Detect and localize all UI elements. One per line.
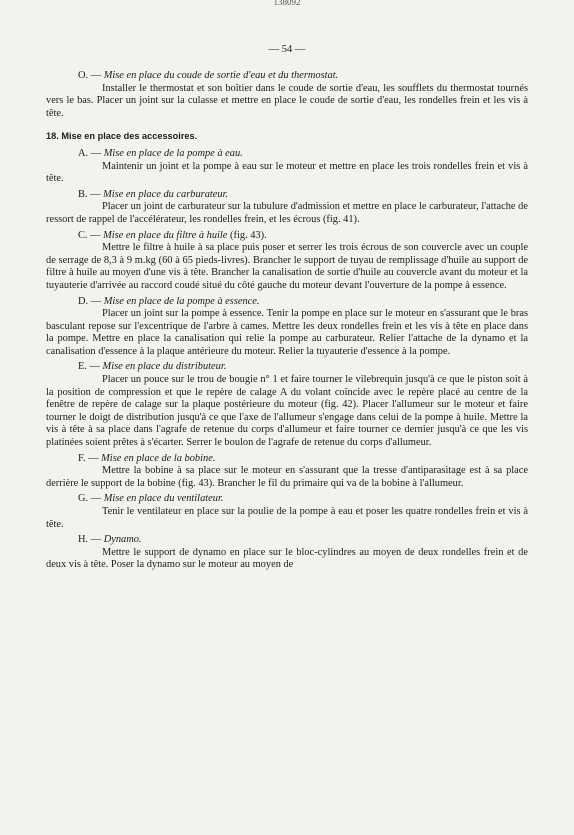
section-letter: G. —	[78, 493, 102, 505]
section-e	[46, 361, 528, 449]
section-d	[46, 296, 528, 359]
section-letter: E. —	[78, 361, 100, 373]
section-body: Mettre la bobine à sa place sur le moteur en s'assurant que la tresse d'antiparasitage est à sa place derrière le support de la bobine (fig. 43). Brancher le fil du primaire qui va de la bobine à l'allumeur.	[46, 465, 528, 489]
section-heading	[46, 70, 528, 83]
section-title: Mise en place du distributeur.	[102, 361, 227, 373]
section-heading	[46, 493, 528, 506]
section-body: Mettre le support de dynamo en place sur le bloc-cylindres au moyen de deux rondelles frein et de deux vis à tête. Poser la dynamo sur le moteur au moyen de	[46, 546, 528, 571]
section-title: Mise en place du filtre à huile	[103, 229, 228, 241]
section-body: Placer un joint de carburateur sur la tubulure d'admission et mettre en place le carburateur, l'attache de ressort de rappel de l'accélérateur, les rondelles frein, et les écrous (fig. 41).	[46, 201, 528, 225]
section-title: Mise en place de la bobine.	[101, 452, 216, 464]
section-letter: D. —	[78, 295, 102, 307]
section-heading	[46, 534, 528, 547]
section-letter: O. —	[78, 70, 102, 81]
section-heading	[46, 296, 528, 309]
section-f	[46, 453, 528, 491]
page-content	[46, 70, 528, 575]
section-heading	[46, 453, 528, 466]
section-body: Placer un joint sur la pompe à essence. Tenir la pompe en place sur le moteur en s'assurant que le bras basculant repose sur l'excentrique de l'arbre à cames. Mettre les deux rondelles frein et les vis à tête en place dans la pompe. Mettre en place la canalisation qui relie la pompe au carburateur. Relier l'attache de la dynamo et la canalisation d'essence à la plaque antérieure du moteur. Relier la tuyauterie d'essence à la pompe.	[46, 308, 528, 357]
section-h	[46, 534, 528, 572]
section-b	[46, 189, 528, 227]
section-letter: A. —	[78, 147, 102, 159]
section-heading	[46, 361, 528, 374]
section-body: Installer le thermostat et son boîtier dans le coude de sortie d'eau, les soufflets du thermostat tournés vers le bas. Placer un joint sur la culasse et mettre en place le coude de sortie d'eau, les rondelles frein et les vis à tête.	[46, 82, 528, 119]
main-heading: 18. Mise en place des accessoires.	[46, 131, 198, 142]
section-letter: H. —	[78, 534, 102, 546]
page-number: — 54 —	[268, 44, 306, 55]
section-c	[46, 230, 528, 293]
section-title: Dynamo.	[103, 534, 142, 546]
top-mark: 138092	[273, 0, 301, 7]
section-title: Mise en place du coude de sortie d'eau et du thermostat.	[103, 70, 339, 81]
section-letter: C. —	[78, 229, 101, 241]
section-title: Mise en place de la pompe à eau.	[103, 147, 243, 159]
section-title: Mise en place du carburateur.	[103, 188, 229, 200]
section-g	[46, 493, 528, 531]
section-body: Mettre le filtre à huile à sa place puis poser et serrer les trois écrous de son couvercle avec un couple de serrage de 8,3 à 9 m.kg (60 à 65 pieds-livres). Brancher le support de tuyau de remplissage d'huile au support de filtre à huile au moyen d'une vis à tête. Brancher la canalisation de sortie d'huile au couvercle avant du moteur et la tuyauterie d'arrivée au raccord coudé situé du côté gauche du moteur devant l'ouverture de la pompe à essence.	[46, 242, 528, 291]
section-a	[46, 148, 528, 186]
section-title: Mise en place de la pompe à essence.	[103, 295, 260, 307]
section-title: Mise en place du ventilateur.	[103, 493, 224, 505]
section-letter: B. —	[78, 188, 101, 200]
section-figure-ref: (fig. 43).	[227, 229, 267, 241]
section-letter: F. —	[78, 452, 99, 464]
section-heading	[46, 189, 528, 202]
section-heading	[46, 230, 528, 243]
section-body: Tenir le ventilateur en place sur la poulie de la pompe à eau et poser les quatre rondelles frein et vis à tête.	[46, 506, 528, 530]
section-body: Maintenir un joint et la pompe à eau sur le moteur et mettre en place les trois rondelles frein et vis à tête.	[46, 160, 528, 185]
section-body: Placer un pouce sur le trou de bougie n° 1 et faire tourner le vilebrequin jusqu'à ce que le piston soit à la position de compression et que le repère de calage A du volant coïncide avec le repère placé au centre de la fenêtre de repère de calage sur la plaque postérieure du moteur (fig. 42). Placer l'allumeur sur le moteur et faire tourner le doigt de distribution jusqu'à ce que l'axe de l'allumeur s'engage dans celui de la pompe à huile. Mettre la vis à tête à sa place dans l'agrafe de retenue du corps d'allumeur et faire tourner ce dernier jusqu'à ce que les vis platinées soient prêtes à s'écarter. Serrer le boulon de l'agrafe de retenue du corps d'allumeur.	[46, 374, 528, 449]
section-o	[46, 70, 528, 120]
section-heading	[46, 148, 528, 161]
